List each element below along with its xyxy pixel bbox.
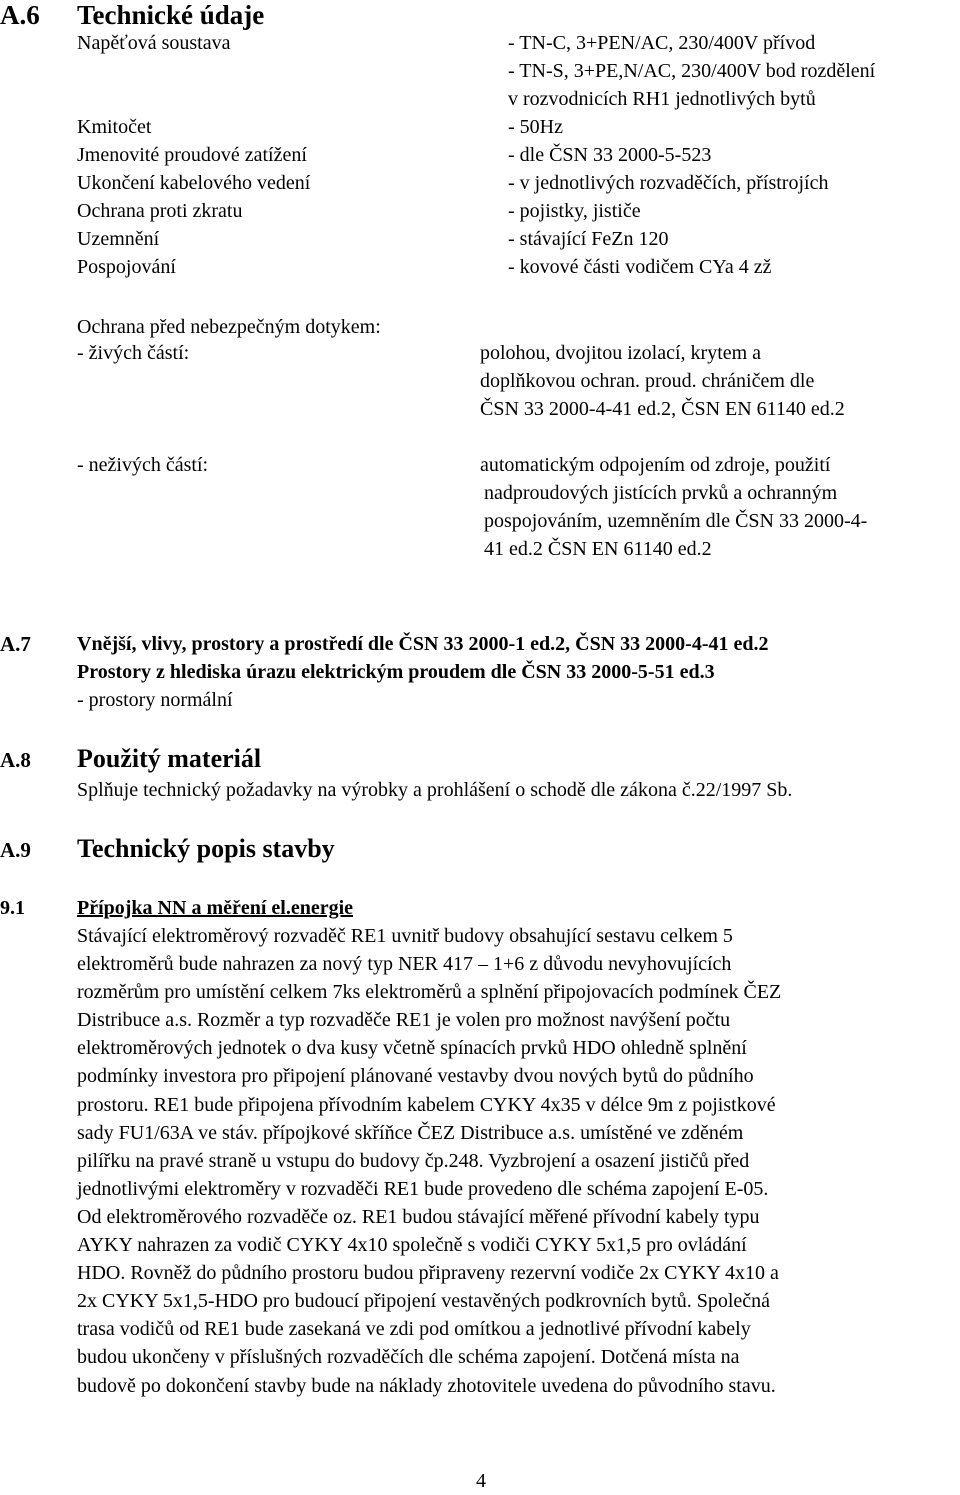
section-a7-line1: Vnější, vlivy, prostory a prostředí dle ČSN 33 2000-1 ed.2, ČSN 33 2000-4-41 ed.2: [77, 633, 769, 655]
spec-label-short-circuit: Ochrana proti zkratu: [77, 200, 243, 222]
section-number-a6: A.6: [0, 0, 40, 30]
live-parts-label: - živých částí:: [77, 342, 190, 364]
subsection-number-9-1: 9.1: [0, 897, 25, 919]
spec-value-cable-termination: - v jednotlivých rozvaděčích, přístrojích: [508, 172, 829, 194]
section-a8-text: Splňuje technický požadavky na výrobky a prohlášení o schodě dle zákona č.22/1997 Sb.: [77, 779, 793, 801]
spec-label-bonding: Pospojování: [77, 256, 176, 278]
subsection-title-9-1: Přípojka NN a měření el.energie: [77, 897, 354, 919]
spec-value-voltage-1: - TN-C, 3+PEN/AC, 230/400V přívod: [508, 32, 816, 54]
section-number-a9: A.9: [0, 838, 31, 862]
section-title-a8: Použitý materiál: [77, 744, 262, 773]
section-number-a8: A.8: [0, 748, 31, 772]
section-number-a7: A.7: [0, 632, 31, 656]
spec-value-bonding: - kovové části vodičem CYa 4 zž: [508, 256, 772, 278]
body-line: elektroměrů bude nahrazen za nový typ NER 417 – 1+6 z důvodu nevyhovujících: [77, 953, 732, 976]
spec-value-frequency: - 50Hz: [508, 116, 563, 138]
section-a7-line3: - prostory normální: [77, 689, 233, 711]
dead-parts-line: automatickým odpojením od zdroje, použití: [480, 454, 831, 476]
body-line: 2x CYKY 5x1,5-HDO pro budoucí připojení vestavěných podkrovních bytů. Společná: [77, 1290, 771, 1313]
spec-label-cable-termination: Ukončení kabelového vedení: [77, 172, 311, 194]
spec-value-load: - dle ČSN 33 2000-5-523: [508, 144, 712, 166]
body-line: pilířku na pravé straně u vstupu do budovy čp.248. Vyzbrojení a osazení jističů před: [77, 1149, 750, 1172]
body-line: rozměrům pro umístění celkem 7ks elektroměrů a splnění připojovacích podmínek ČEZ: [77, 981, 782, 1004]
spec-label-frequency: Kmitočet: [77, 116, 152, 138]
page-number: 4: [476, 1470, 486, 1492]
body-line: AYKY nahrazen za vodič CYKY 4x10 společně s vodiči CYKY 5x1,5 pro ovládání: [77, 1234, 747, 1257]
body-line: sady FU1/63A ve stáv. přípojkové skříňce ČEZ Distribuce a.s. umístěné ve zděném: [77, 1121, 744, 1144]
dead-parts-line: pospojováním, uzemněním dle ČSN 33 2000-4-: [484, 510, 868, 532]
body-line: jednotlivými elektroměry v rozvaděči RE1 bude provedeno dle schéma zapojení E-05.: [77, 1177, 769, 1200]
spec-value-voltage-2: - TN-S, 3+PE,N/AC, 230/400V bod rozdělení: [508, 60, 876, 82]
body-line: trasa vodičů od RE1 bude zasekaná ve zdi pod omítkou a jednotlivé přívodní kabely: [77, 1318, 751, 1341]
live-parts-line: ČSN 33 2000-4-41 ed.2, ČSN EN 61140 ed.2: [480, 398, 845, 420]
section-title-a9: Technický popis stavby: [77, 834, 335, 863]
body-line: elektroměrových jednotek o dva kusy včetně spínacích prvků HDO ohledně splnění: [77, 1037, 747, 1060]
spec-label-load: Jmenovité proudové zatížení: [77, 144, 307, 166]
protection-heading: Ochrana před nebezpečným dotykem:: [77, 316, 381, 338]
section-a7-line2: Prostory z hlediska úrazu elektrickým proudem dle ČSN 33 2000-5-51 ed.3: [77, 661, 715, 683]
section-title-a6: Technické údaje: [77, 0, 265, 30]
spec-value-short-circuit: - pojistky, jističe: [508, 200, 641, 222]
body-line: podmínky investora pro připojení plánované vestavby dvou nových bytů do půdního: [77, 1065, 754, 1088]
body-line: budou ukončeny v příslušných rozvaděčích dle schéma zapojení. Dotčená místa na: [77, 1346, 740, 1369]
spec-value-grounding: - stávající FeZn 120: [508, 228, 669, 250]
dead-parts-label: - neživých částí:: [77, 454, 209, 476]
live-parts-line: polohou, dvojitou izolací, krytem a: [480, 342, 762, 364]
body-line: HDO. Rovněž do půdního prostoru budou připraveny rezervní vodiče 2x CYKY 4x10 a: [77, 1262, 779, 1285]
spec-label-grounding: Uzemnění: [77, 228, 160, 250]
body-line: prostoru. RE1 bude připojena přívodním kabelem CYKY 4x35 v délce 9m z pojistkové: [77, 1093, 776, 1116]
dead-parts-line: 41 ed.2 ČSN EN 61140 ed.2: [484, 538, 712, 560]
body-line: budově po dokončení stavby bude na náklady zhotovitele uvedena do původního stavu.: [77, 1374, 776, 1397]
spec-value-voltage-3: v rozvodnicích RH1 jednotlivých bytů: [508, 88, 816, 110]
body-line: Distribuce a.s. Rozměr a typ rozvaděče RE1 je volen pro možnost navýšení počtu: [77, 1009, 731, 1032]
spec-label-voltage: Napěťová soustava: [77, 32, 231, 54]
body-line: Stávající elektroměrový rozvaděč RE1 uvnitř budovy obsahující sestavu celkem 5: [77, 925, 733, 947]
body-line: Od elektroměrového rozvaděče oz. RE1 budou stávající měřené přívodní kabely typu: [77, 1205, 760, 1228]
dead-parts-line: nadproudových jistících prvků a ochranným: [484, 482, 838, 504]
subsection-9-1-body: [77, 922, 957, 1400]
live-parts-line: doplňkovou ochran. proud. chráničem dle: [480, 370, 815, 392]
